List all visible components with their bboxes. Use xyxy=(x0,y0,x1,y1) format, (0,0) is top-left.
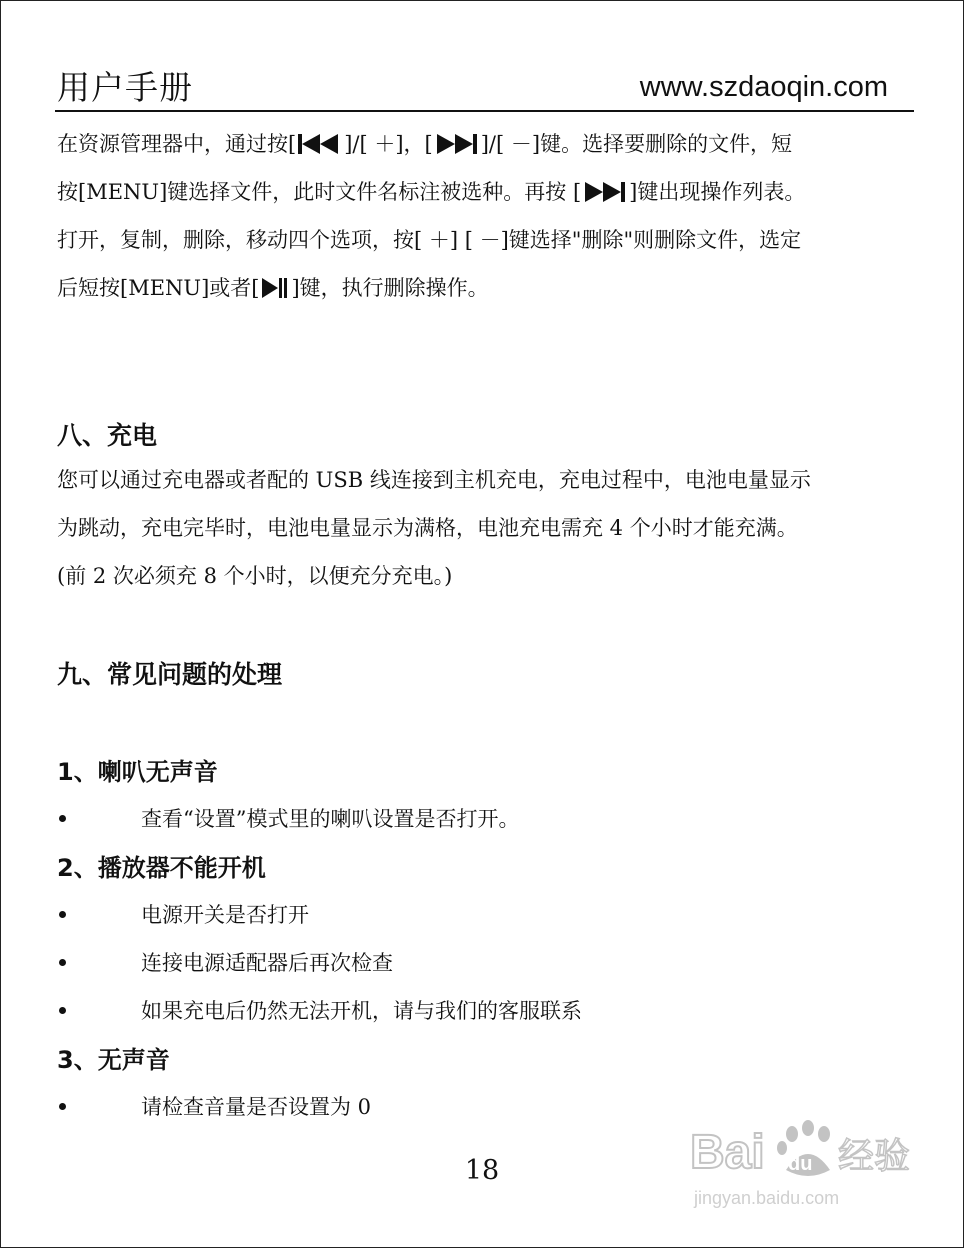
next-icon xyxy=(435,133,479,155)
next-icon xyxy=(583,181,627,203)
website-url: www.szdaoqin.com xyxy=(639,71,888,103)
bullet-dot xyxy=(59,1103,66,1110)
question-heading-1: 1、喇叭无声音 xyxy=(57,758,218,786)
bullet-dot xyxy=(59,959,66,966)
question-heading-3: 3、无声音 xyxy=(57,1046,170,1074)
bullet-dot xyxy=(59,815,66,822)
intro-line-4: 后短按[MENU]或者[ ]键，执行删除操作。 xyxy=(57,276,489,300)
svg-text:Bai: Bai xyxy=(690,1126,765,1179)
charging-line-1: 您可以通过充电器或者配的 USB 线连接到主机充电，充电过程中，电池电量显示 xyxy=(57,468,811,492)
charging-line-2: 为跳动，充电完毕时，电池电量显示为满格，电池充电需充 4 个小时才能充满。 xyxy=(57,516,798,540)
svg-text:经验: 经验 xyxy=(838,1136,911,1177)
intro-paragraph xyxy=(57,120,908,312)
intro-line-1: 在资源管理器中，通过按[ ]/[ ＋]，[ ]/[ －]键。选择要删除的文件，短 xyxy=(57,132,793,156)
section-heading-charging: 八、充电 xyxy=(57,421,158,450)
svg-text:du: du xyxy=(788,1153,813,1175)
baidu-watermark-logo xyxy=(688,1098,928,1218)
bullet-dot xyxy=(59,1007,66,1014)
intro-line-2: 按[MENU]键选择文件，此时文件名标注被选种。再按 [ ]键出现操作列表。 xyxy=(57,180,806,204)
charging-line-3: (前 2 次必须充 8 个小时，以便充分充电。) xyxy=(57,564,453,588)
charging-paragraph xyxy=(57,456,908,600)
question-heading-2: 2、播放器不能开机 xyxy=(57,854,266,882)
watermark-url: jingyan.baidu.com xyxy=(694,1188,840,1208)
previous-icon xyxy=(298,133,342,155)
play-pause-icon xyxy=(261,277,289,299)
page-number: 18 xyxy=(464,1155,500,1186)
manual-title: 用户手册 xyxy=(57,68,193,107)
bullet-dot xyxy=(59,911,66,918)
intro-line-3: 打开，复制，删除，移动四个选项，按[ ＋] [ －]键选择"删除"则删除文件，选定 xyxy=(57,228,802,252)
section-heading-faq: 九、常见问题的处理 xyxy=(57,660,283,689)
header-divider xyxy=(55,110,914,112)
